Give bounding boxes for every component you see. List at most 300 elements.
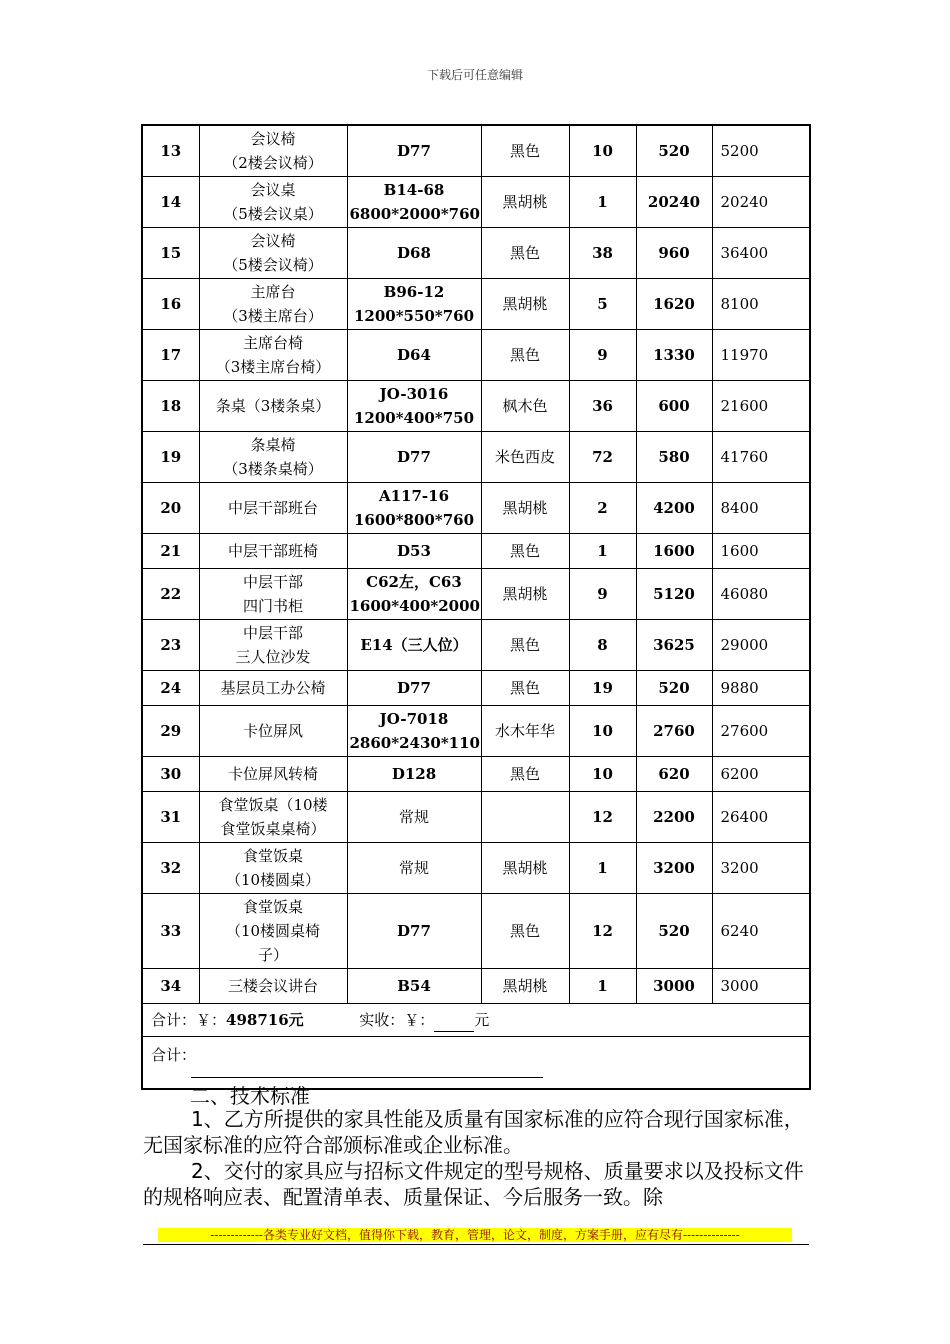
- header-note: 下载后可任意编辑: [426, 68, 523, 82]
- cell-unit-price-line: 4200: [653, 499, 695, 517]
- cell-quantity-line: 9: [597, 585, 608, 603]
- cell-quantity-line: 10: [592, 722, 613, 740]
- cell-color: [481, 381, 569, 432]
- cell-name-line: 条桌（3楼条桌）: [215, 397, 331, 415]
- table-row: [142, 792, 810, 843]
- cell-model-line: 1600*800*760: [353, 511, 475, 529]
- cell-name-line: 主席台椅: [242, 334, 303, 352]
- cell-quantity-line: 9: [597, 346, 608, 364]
- cell-amount: [712, 843, 810, 894]
- cell-amount-line: 21600: [720, 397, 769, 415]
- cell-unit-price: [636, 843, 712, 894]
- cell-amount-line: 27600: [720, 722, 769, 740]
- cell-name: [199, 671, 347, 706]
- cell-color-line: 黑胡桃: [502, 499, 548, 517]
- cell-name: [199, 620, 347, 671]
- cell-name-line: 中层干部: [242, 573, 303, 591]
- cell-color-line: 黑胡桃: [502, 295, 548, 313]
- cell-name-line: 条桌椅: [250, 436, 296, 454]
- cell-quantity-line: 10: [592, 142, 613, 160]
- cell-name: [199, 483, 347, 534]
- cell-unit-price-line: 1330: [653, 346, 695, 364]
- cell-model-line: 1200*400*750: [353, 409, 475, 427]
- cell-unit-price-line: 580: [658, 448, 690, 466]
- cell-amount: [712, 706, 810, 757]
- cell-model-line: 1200*550*760: [353, 307, 475, 325]
- cell-name-line: 子）: [257, 946, 288, 964]
- cell-number-line: 30: [160, 765, 182, 783]
- cell-color-line: 黑色: [509, 346, 540, 364]
- cell-number: [142, 843, 199, 894]
- cell-amount: [712, 792, 810, 843]
- cell-name: [199, 757, 347, 792]
- cell-name: [199, 330, 347, 381]
- cell-name: [199, 177, 347, 228]
- cell-number: [142, 620, 199, 671]
- cell-color: [481, 969, 569, 1004]
- cell-name-line: 食堂饭桌: [242, 847, 303, 865]
- total-value: 498716元: [226, 1011, 304, 1029]
- cell-model-line: B54: [397, 977, 431, 995]
- cell-name-line: （2楼会议椅）: [223, 154, 323, 172]
- cell-model-line: D68: [397, 244, 431, 262]
- cell-model: [347, 843, 481, 894]
- cell-number: [142, 894, 199, 969]
- cell-number: [142, 381, 199, 432]
- cell-quantity-line: 1: [597, 859, 608, 877]
- cell-number-line: 17: [160, 346, 182, 364]
- cell-amount: [712, 671, 810, 706]
- cell-name: [199, 706, 347, 757]
- cell-quantity-line: 38: [592, 244, 613, 262]
- cell-model: [347, 228, 481, 279]
- cell-quantity-line: 1: [597, 193, 608, 211]
- cell-amount: [712, 432, 810, 483]
- cell-color-line: 黑胡桃: [502, 193, 548, 211]
- cell-quantity: [569, 894, 636, 969]
- cell-name: [199, 534, 347, 569]
- cell-number: [142, 792, 199, 843]
- cell-model-line: D77: [397, 679, 431, 697]
- cell-amount-line: 5200: [720, 142, 759, 160]
- cell-name-line: 三楼会议讲台: [227, 977, 318, 995]
- cell-name: [199, 432, 347, 483]
- cell-amount-line: 41760: [720, 448, 769, 466]
- cell-amount-line: 20240: [720, 193, 769, 211]
- cell-amount: [712, 969, 810, 1004]
- cell-model-line: E14（三人位）: [360, 636, 468, 654]
- table-row: [142, 894, 810, 969]
- cell-quantity: [569, 569, 636, 620]
- cell-name: [199, 792, 347, 843]
- cell-name-line: 主席台: [250, 283, 296, 301]
- cell-model-line: D77: [397, 142, 431, 160]
- cell-color: [481, 177, 569, 228]
- cell-color: [481, 894, 569, 969]
- cell-number: [142, 671, 199, 706]
- cell-quantity-line: 1: [597, 977, 608, 995]
- cell-color-line: 黑色: [509, 244, 540, 262]
- cell-amount-line: 36400: [720, 244, 769, 262]
- table-row: [142, 432, 810, 483]
- cell-unit-price-line: 600: [658, 397, 690, 415]
- cell-unit-price-line: 520: [658, 142, 690, 160]
- table-row: [142, 671, 810, 706]
- table-row: [142, 330, 810, 381]
- cell-name-line: 会议桌: [250, 181, 296, 199]
- cell-model: [347, 279, 481, 330]
- received-label: 实收：￥：: [359, 1011, 435, 1029]
- cell-amount-line: 29000: [720, 636, 769, 654]
- furniture-table: [141, 124, 811, 1090]
- cell-color-line: 黑色: [509, 542, 540, 560]
- cell-unit-price-line: 3625: [653, 636, 695, 654]
- cell-amount-line: 46080: [720, 585, 769, 603]
- cell-unit-price-line: 2760: [653, 722, 695, 740]
- cell-unit-price: [636, 792, 712, 843]
- cell-color-line: 黑胡桃: [502, 977, 548, 995]
- cell-number-line: 29: [160, 722, 182, 740]
- cell-amount: [712, 279, 810, 330]
- cell-model-line: 常规: [398, 808, 429, 826]
- cell-number-line: 34: [160, 977, 182, 995]
- cell-unit-price-line: 520: [658, 679, 690, 697]
- paragraph-1: 1、乙方所提供的家具性能及质量有国家标准的应符合现行国家标准，无国家标准的应符合部颁标准或企业标准。: [143, 1107, 804, 1157]
- cell-quantity-line: 12: [592, 808, 613, 826]
- cell-amount: [712, 483, 810, 534]
- cell-name: [199, 969, 347, 1004]
- footer-banner: -------------各类专业好文档，值得你下载，教育，管理，论文，制度，方案手册，应有尽有--------------: [158, 1228, 792, 1242]
- cell-name: [199, 381, 347, 432]
- cell-model-line: D77: [397, 922, 431, 940]
- cell-amount-line: 3000: [720, 977, 759, 995]
- cell-model-line: JO-3016: [379, 385, 449, 403]
- cell-unit-price: [636, 894, 712, 969]
- cell-name-line: （10楼圆桌）: [225, 871, 321, 889]
- cell-model-line: D64: [397, 346, 431, 364]
- cell-unit-price: [636, 330, 712, 381]
- cell-unit-price: [636, 432, 712, 483]
- cell-number-line: 13: [160, 142, 182, 160]
- cell-quantity: [569, 671, 636, 706]
- cell-model: [347, 177, 481, 228]
- cell-unit-price-line: 5120: [653, 585, 695, 603]
- cell-name-line: （3楼主席台）: [223, 307, 323, 325]
- received-blank: [434, 1017, 474, 1032]
- cell-unit-price-line: 3000: [653, 977, 695, 995]
- total-row: [142, 1004, 810, 1037]
- cell-quantity: [569, 228, 636, 279]
- cell-unit-price-line: 620: [658, 765, 690, 783]
- cell-unit-price: [636, 381, 712, 432]
- cell-name-line: 会议椅: [250, 130, 296, 148]
- cell-unit-price: [636, 228, 712, 279]
- cell-number: [142, 228, 199, 279]
- cell-number-line: 16: [160, 295, 182, 313]
- cell-quantity-line: 2: [597, 499, 608, 517]
- cell-model: [347, 671, 481, 706]
- cell-unit-price-line: 1600: [653, 542, 695, 560]
- cell-amount: [712, 381, 810, 432]
- table-row: [142, 969, 810, 1004]
- cell-model: [347, 757, 481, 792]
- cell-name: [199, 125, 347, 177]
- cell-name: [199, 843, 347, 894]
- total-label: 合计：￥：: [151, 1011, 227, 1029]
- cell-model: [347, 125, 481, 177]
- cell-name-line: （10楼圆桌椅: [225, 922, 321, 940]
- cell-model-line: C62左，C63: [366, 573, 462, 591]
- cell-color: [481, 792, 569, 843]
- cell-number: [142, 569, 199, 620]
- cell-quantity: [569, 757, 636, 792]
- table-row: [142, 620, 810, 671]
- cell-color-line: 米色西皮: [494, 448, 555, 466]
- cell-amount: [712, 569, 810, 620]
- cell-color-line: 黑色: [509, 679, 540, 697]
- cell-amount: [712, 228, 810, 279]
- sign-label: 合计：: [151, 1046, 197, 1064]
- cell-number: [142, 534, 199, 569]
- cell-quantity: [569, 843, 636, 894]
- cell-quantity-line: 72: [592, 448, 613, 466]
- cell-model: [347, 432, 481, 483]
- cell-model-line: D128: [391, 765, 437, 783]
- cell-unit-price: [636, 177, 712, 228]
- cell-color: [481, 843, 569, 894]
- cell-model-line: B14-68: [383, 181, 445, 199]
- cell-quantity-line: 36: [592, 397, 613, 415]
- cell-amount-line: 1600: [720, 542, 759, 560]
- cell-amount-line: 11970: [720, 346, 769, 364]
- cell-number: [142, 177, 199, 228]
- cell-number: [142, 483, 199, 534]
- cell-quantity: [569, 279, 636, 330]
- cell-amount-line: 8400: [720, 499, 759, 517]
- cell-model: [347, 792, 481, 843]
- cell-color: [481, 706, 569, 757]
- cell-amount: [712, 534, 810, 569]
- cell-name-line: （5楼会议椅）: [223, 256, 323, 274]
- table-row: [142, 483, 810, 534]
- cell-unit-price: [636, 569, 712, 620]
- cell-name-line: 中层干部: [242, 624, 303, 642]
- cell-unit-price-line: 960: [658, 244, 690, 262]
- cell-color: [481, 671, 569, 706]
- cell-model-line: 2860*2430*110: [349, 734, 480, 752]
- table-row: [142, 381, 810, 432]
- cell-amount: [712, 330, 810, 381]
- cell-quantity-line: 1: [597, 542, 608, 560]
- cell-quantity: [569, 620, 636, 671]
- cell-number: [142, 757, 199, 792]
- cell-color: [481, 534, 569, 569]
- cell-unit-price-line: 520: [658, 922, 690, 940]
- footer-divider: [143, 1244, 809, 1245]
- cell-name-line: 食堂饭桌（10楼: [218, 796, 328, 814]
- cell-unit-price: [636, 706, 712, 757]
- cell-quantity: [569, 330, 636, 381]
- cell-amount: [712, 894, 810, 969]
- cell-unit-price: [636, 534, 712, 569]
- cell-amount-line: 3200: [720, 859, 759, 877]
- cell-number: [142, 279, 199, 330]
- cell-model-line: A117-16: [378, 487, 450, 505]
- cell-name-line: 食堂饭桌: [242, 898, 303, 916]
- cell-color: [481, 757, 569, 792]
- cell-color: [481, 330, 569, 381]
- cell-amount: [712, 125, 810, 177]
- cell-color-line: 黑色: [509, 636, 540, 654]
- cell-name-line: 卡位屏风: [242, 722, 303, 740]
- cell-color: [481, 125, 569, 177]
- cell-name-line: 四门书柜: [242, 597, 303, 615]
- cell-model: [347, 706, 481, 757]
- cell-color: [481, 620, 569, 671]
- table-row: [142, 569, 810, 620]
- cell-model: [347, 569, 481, 620]
- cell-quantity-line: 19: [592, 679, 613, 697]
- cell-name-line: 会议椅: [250, 232, 296, 250]
- cell-number: [142, 706, 199, 757]
- cell-model: [347, 620, 481, 671]
- cell-quantity: [569, 381, 636, 432]
- cell-quantity: [569, 432, 636, 483]
- table-row: [142, 534, 810, 569]
- cell-color-line: 黑色: [509, 142, 540, 160]
- cell-quantity: [569, 483, 636, 534]
- cell-amount-line: 6200: [720, 765, 759, 783]
- cell-color: [481, 279, 569, 330]
- cell-amount-line: 6240: [720, 922, 759, 940]
- cell-model: [347, 483, 481, 534]
- cell-color-line: 黑胡桃: [502, 859, 548, 877]
- cell-number: [142, 330, 199, 381]
- cell-model: [347, 534, 481, 569]
- table-row: [142, 228, 810, 279]
- cell-quantity-line: 8: [597, 636, 608, 654]
- cell-number: [142, 432, 199, 483]
- cell-name-line: （5楼会议桌）: [223, 205, 323, 223]
- cell-number: [142, 125, 199, 177]
- cell-quantity-line: 5: [597, 295, 608, 313]
- cell-model: [347, 969, 481, 1004]
- received-unit: 元: [474, 1011, 490, 1029]
- cell-color: [481, 432, 569, 483]
- cell-color-line: 黑色: [509, 922, 540, 940]
- cell-quantity: [569, 177, 636, 228]
- table-row: [142, 757, 810, 792]
- cell-quantity: [569, 969, 636, 1004]
- cell-name-line: 中层干部班椅: [227, 542, 318, 560]
- table-row: [142, 706, 810, 757]
- cell-number-line: 23: [160, 636, 182, 654]
- cell-name-line: 中层干部班台: [227, 499, 318, 517]
- cell-model-line: JO-7018: [379, 710, 449, 728]
- cell-model: [347, 381, 481, 432]
- table-row: [142, 125, 810, 177]
- cell-number-line: 19: [160, 448, 182, 466]
- section-title: 二、技术标准: [190, 1084, 310, 1108]
- cell-quantity: [569, 534, 636, 569]
- cell-name-line: 卡位屏风转椅: [227, 765, 318, 783]
- cell-model-line: B96-12: [383, 283, 445, 301]
- cell-number-line: 31: [160, 808, 182, 826]
- cell-model: [347, 330, 481, 381]
- cell-unit-price: [636, 483, 712, 534]
- cell-model-line: D77: [397, 448, 431, 466]
- cell-unit-price: [636, 125, 712, 177]
- cell-color-line: 黑色: [509, 765, 540, 783]
- cell-color-line: 黑胡桃: [502, 585, 548, 603]
- cell-name-line: 食堂饭桌桌椅）: [220, 820, 326, 838]
- cell-amount: [712, 620, 810, 671]
- cell-name-line: （3楼主席台椅）: [215, 358, 331, 376]
- cell-number-line: 22: [160, 585, 182, 603]
- cell-model-line: D53: [397, 542, 431, 560]
- cell-unit-price-line: 2200: [653, 808, 695, 826]
- cell-name-line: 三人位沙发: [235, 648, 311, 666]
- cell-model-line: 6800*2000*760: [349, 205, 480, 223]
- cell-quantity-line: 12: [592, 922, 613, 940]
- cell-number-line: 32: [160, 859, 182, 877]
- cell-amount-line: 8100: [720, 295, 759, 313]
- cell-quantity: [569, 706, 636, 757]
- cell-unit-price: [636, 757, 712, 792]
- cell-name-line: （3楼条桌椅）: [223, 460, 323, 478]
- cell-number-line: 15: [160, 244, 182, 262]
- cell-color-line: 枫木色: [502, 397, 548, 415]
- cell-quantity: [569, 125, 636, 177]
- cell-unit-price: [636, 671, 712, 706]
- cell-amount-line: 26400: [720, 808, 769, 826]
- cell-amount-line: 9880: [720, 679, 759, 697]
- cell-unit-price: [636, 279, 712, 330]
- signature-line: [191, 1077, 543, 1078]
- cell-color: [481, 483, 569, 534]
- cell-name-line: 基层员工办公椅: [220, 679, 326, 697]
- cell-color: [481, 228, 569, 279]
- cell-color: [481, 569, 569, 620]
- cell-amount: [712, 177, 810, 228]
- cell-color-line: 水木年华: [494, 722, 555, 740]
- cell-number-line: 20: [160, 499, 182, 517]
- cell-unit-price-line: 1620: [653, 295, 695, 313]
- table-body: [142, 125, 810, 1004]
- table-row: [142, 177, 810, 228]
- cell-number-line: 21: [160, 542, 182, 560]
- cell-unit-price: [636, 620, 712, 671]
- cell-quantity: [569, 792, 636, 843]
- paragraph-2: 2、交付的家具应与招标文件规定的型号规格、质量要求以及投标文件的规格响应表、配置清单表、质量保证、今后服务一致。除: [143, 1159, 804, 1209]
- cell-name: [199, 279, 347, 330]
- cell-unit-price-line: 20240: [647, 193, 701, 211]
- cell-unit-price-line: 3200: [653, 859, 695, 877]
- table-row: [142, 279, 810, 330]
- cell-model-line: 1600*400*2000: [349, 597, 480, 615]
- cell-number: [142, 969, 199, 1004]
- cell-amount: [712, 757, 810, 792]
- cell-number-line: 14: [160, 193, 182, 211]
- cell-number-line: 18: [160, 397, 182, 415]
- cell-number-line: 33: [160, 922, 182, 940]
- cell-model: [347, 894, 481, 969]
- cell-name: [199, 228, 347, 279]
- cell-model-line: 常规: [398, 859, 429, 877]
- cell-number-line: 24: [160, 679, 182, 697]
- cell-quantity-line: 10: [592, 765, 613, 783]
- cell-name: [199, 569, 347, 620]
